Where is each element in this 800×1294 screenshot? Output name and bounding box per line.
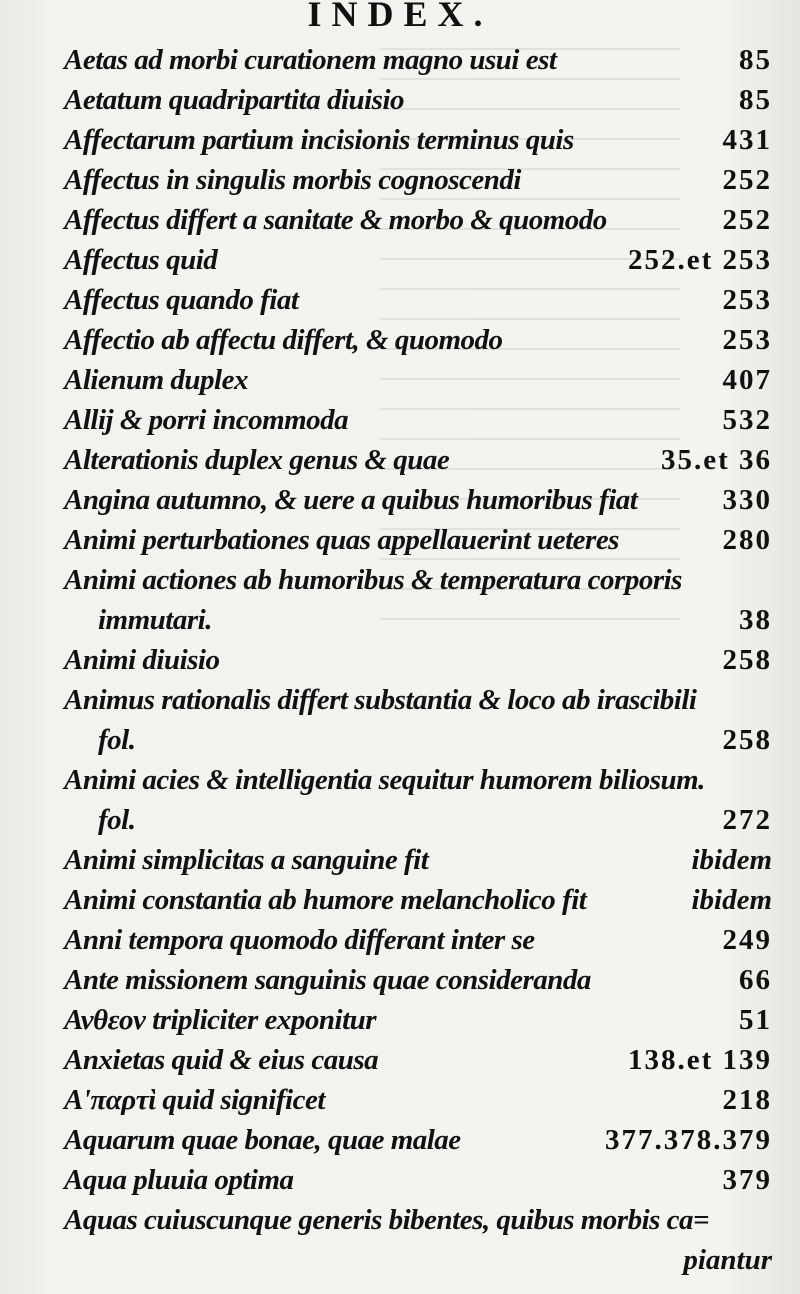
entry-term: Affectio ab affectu differt, & quomodo [64,324,503,356]
entry-term: Aquas cuiuscunque generis bibentes, quibus morbis ca= [64,1204,710,1236]
entry-term: Affectarum partium incisionis terminus quis [64,124,574,156]
entry-page: 532 [722,404,772,436]
entry-term: Anxietas quid & eius causa [64,1044,379,1076]
index-entry [64,520,772,560]
page-heading: INDEX. [307,0,493,34]
entry-page: 252 [722,204,772,236]
index-entry [64,760,772,840]
entry-term: Alterationis duplex genus & quae [64,444,450,476]
index-entry [64,840,772,880]
entry-page: 35.et 36 [660,444,772,476]
index-entries [64,40,772,1280]
index-entry [64,920,772,960]
index-entry [64,1000,772,1040]
entry-term: Ante missionem sanguinis quae consideranda [64,964,591,996]
entry-term: Aetas ad morbi curationem magno usui est [64,44,557,76]
index-entry [64,1120,772,1160]
entry-term: Aqua pluuia optima [64,1164,294,1196]
index-entry [64,280,772,320]
entry-page: 252.et 253 [627,244,772,276]
index-entry [64,680,772,760]
entry-page: 379 [722,1164,772,1196]
entry-term: Ανθεον tripliciter exponitur [64,1004,377,1036]
entry-page: 252 [722,164,772,196]
index-entry [64,1200,772,1280]
index-entry [64,640,772,680]
entry-term: Allij & porri incommoda [64,404,349,436]
entry-term: Affectus differt a sanitate & morbo & quomodo [64,204,607,236]
entry-term [64,560,772,640]
entry-term [64,680,772,760]
entry-page: 51 [739,1004,772,1036]
index-entry [64,240,772,280]
index-entry [64,360,772,400]
index-entry [64,1160,772,1200]
index-entry [64,960,772,1000]
index-entry [64,440,772,480]
entry-page: 377.378.379 [605,1124,772,1156]
entry-term: Anni tempora quomodo differant inter se [64,924,535,956]
entry-term: Angina autumno, & uere a quibus humoribus fiat [64,484,638,516]
entry-page: 272 [722,804,772,836]
entry-page: 330 [722,484,772,516]
index-entry [64,160,772,200]
index-entry [64,320,772,360]
entry-page: 253 [722,324,772,356]
index-entry [64,1040,772,1080]
index-entry [64,480,772,520]
entry-page: 253 [722,284,772,316]
entry-page: 407 [722,364,772,396]
entry-term-line: Animi acies & intelligentia sequitur humorem biliosum. [64,764,705,796]
entry-page: 38 [739,604,772,636]
index-entry [64,200,772,240]
entry-term-continuation: immutari. [98,604,212,636]
entry-page: ibidem [691,844,772,876]
entry-term: Affectus quando fiat [64,284,299,316]
entry-term: Alienum duplex [64,364,248,396]
index-entry [64,80,772,120]
index-entry [64,880,772,920]
entry-page: 66 [739,964,772,996]
entry-page: 249 [722,924,772,956]
entry-page: 218 [722,1084,772,1116]
entry-term: Aetatum quadripartita diuisio [64,84,405,116]
entry-page: 258 [722,724,772,756]
entry-term: Aquarum quae bonae, quae malae [64,1124,461,1156]
entry-page: 431 [722,124,772,156]
index-entry [64,120,772,160]
entry-term: Animi diuisio [64,644,220,676]
entry-term: Animi simplicitas a sanguine fit [64,844,429,876]
entry-page: 85 [739,84,772,116]
index-entry [64,1080,772,1120]
entry-term: Affectus in singulis morbis cognoscendi [64,164,521,196]
entry-term-line: Animus rationalis differt substantia & loco ab irascibili [64,684,697,716]
index-entry [64,40,772,80]
entry-page: 85 [739,44,772,76]
entry-term-continuation: piantur [683,1244,772,1276]
index-entry [64,560,772,640]
entry-page: 280 [722,524,772,556]
entry-page: ibidem [691,884,772,916]
entry-term-continuation: fol. [98,724,136,756]
index-entry [64,400,772,440]
entry-term: Affectus quid [64,244,218,276]
entry-term-line: Animi actiones ab humoribus & temperatura corporis [64,564,682,596]
entry-term-continuation: fol. [98,804,136,836]
entry-page: 258 [722,644,772,676]
entry-term [64,760,772,840]
entry-term: Animi constantia ab humore melancholico fit [64,884,587,916]
entry-term: Α'παρτὶ quid significet [64,1084,325,1116]
entry-term: Animi perturbationes quas appellauerint ueteres [64,524,619,556]
entry-page: 138.et 139 [627,1044,772,1076]
